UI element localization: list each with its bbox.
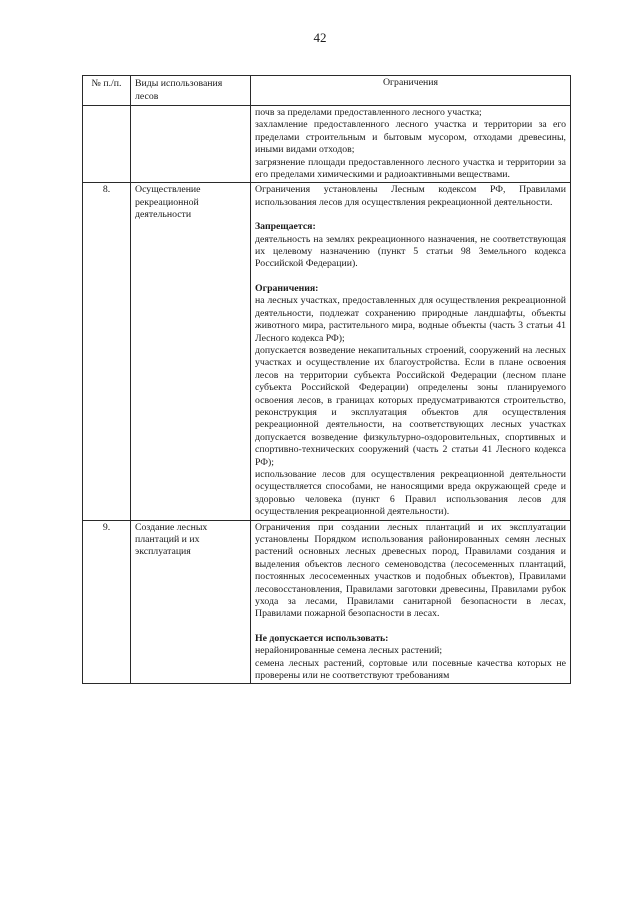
header-usage-type: Виды использования лесов [131, 76, 251, 106]
header-number: № п./п. [83, 76, 131, 106]
restrictions-table [82, 75, 571, 684]
cell-continuation [251, 106, 571, 183]
row8-prohibited-text: деятельность на землях рекреационного назначения, не соответствующая их целевому назначению (пункт 5 статьи 98 Земельного кодекса Российской Федерации). [255, 233, 566, 270]
row9-prohibited-item: семена лесных растений, сортовые или посевные качества которых не проверены или не соответствуют требованиям [255, 657, 566, 682]
row9-prohibited-heading: Не допускается использовать: [255, 632, 389, 644]
continuation-item: почв за пределами предоставленного лесного участка; [255, 107, 482, 118]
row8-prohibited-heading: Запрещается: [255, 221, 316, 233]
row8-number: 8. [83, 183, 131, 520]
header-restrictions: Ограничения [251, 76, 571, 106]
row8-limit-item: использование лесов для осуществления рекреационной деятельности осуществляется способами, не наносящими вреда окружающей среде и здоровью человека (пункт 6 Правил использования лесов для осуществления рекреационной деятельности). [255, 468, 566, 518]
table-row-8 [83, 183, 571, 520]
row9-restrictions [251, 520, 571, 684]
cell-empty-type [131, 106, 251, 183]
continuation-item: захламление предоставленного лесного участка и территории за его пределами строительным и бытовым мусором, отходами древесины, иными видами отходов; [255, 119, 566, 156]
row9-intro: Ограничения при создании лесных плантаций и их эксплуатации установлены Порядком использования районированных семян лесных растений основных лесных древесных пород, Правилами создания и выделения объектов лесного семеноводства (лесосеменных плантаций, постоянных лесосеменных участков и подобных объектов), Правилами лесовосстановления, Правилами заготовки древесины, Правилами рубок ухода за лесами, Правилами санитарной безопасности в лесах, Правилами пожарной безопасности в лесах. [255, 521, 566, 620]
table-row-continuation [83, 106, 571, 183]
row9-prohibited-item: нерайонированные семена лесных растений; [255, 645, 443, 657]
cell-empty-number [83, 106, 131, 183]
row8-usage-type: Осуществление рекреационной деятельности [131, 183, 251, 520]
row8-intro: Ограничения установлены Лесным кодексом РФ, Правилами использования лесов для осуществления рекреационной деятельности. [255, 184, 566, 208]
continuation-item: загрязнение площади предоставленного лесного участка и территории за его пределами химическими и радиоактивными веществами. [255, 156, 566, 181]
row9-usage-type: Создание лесных плантаций и их эксплуатация [131, 520, 251, 684]
row8-limit-item: допускается возведение некапитальных строений, сооружений на лесных участках и осуществление их благоустройства. Если в плане освоения лесов на территории субъекта Российской Федерации (лесном плане субъекта Российской Федерации) определены зоны планируемого освоения лесов, в границах которых предусматриваются строительство, реконструкция и эксплуатация объектов для осуществления рекреационной деятельности, на соответствующих лесных участках допускается возведение физкультурно-оздоровительных, спортивных и спортивно-технических сооружений (часть 2 статьи 41 Лесного кодекса РФ); [255, 344, 566, 468]
table-header-row [83, 76, 571, 106]
row8-limit-item: на лесных участках, предоставленных для осуществления рекреационной деятельности, подлежат сохранению природные ландшафты, объекты животного мира, растительного мира, водные объекты (часть 3 статьи 41 Лесного кодекса РФ); [255, 295, 566, 344]
table-row-9 [83, 520, 571, 684]
row8-restrictions [251, 183, 571, 520]
row9-number: 9. [83, 520, 131, 684]
page-number: 42 [313, 30, 327, 45]
row8-limits-heading: Ограничения: [255, 282, 319, 294]
